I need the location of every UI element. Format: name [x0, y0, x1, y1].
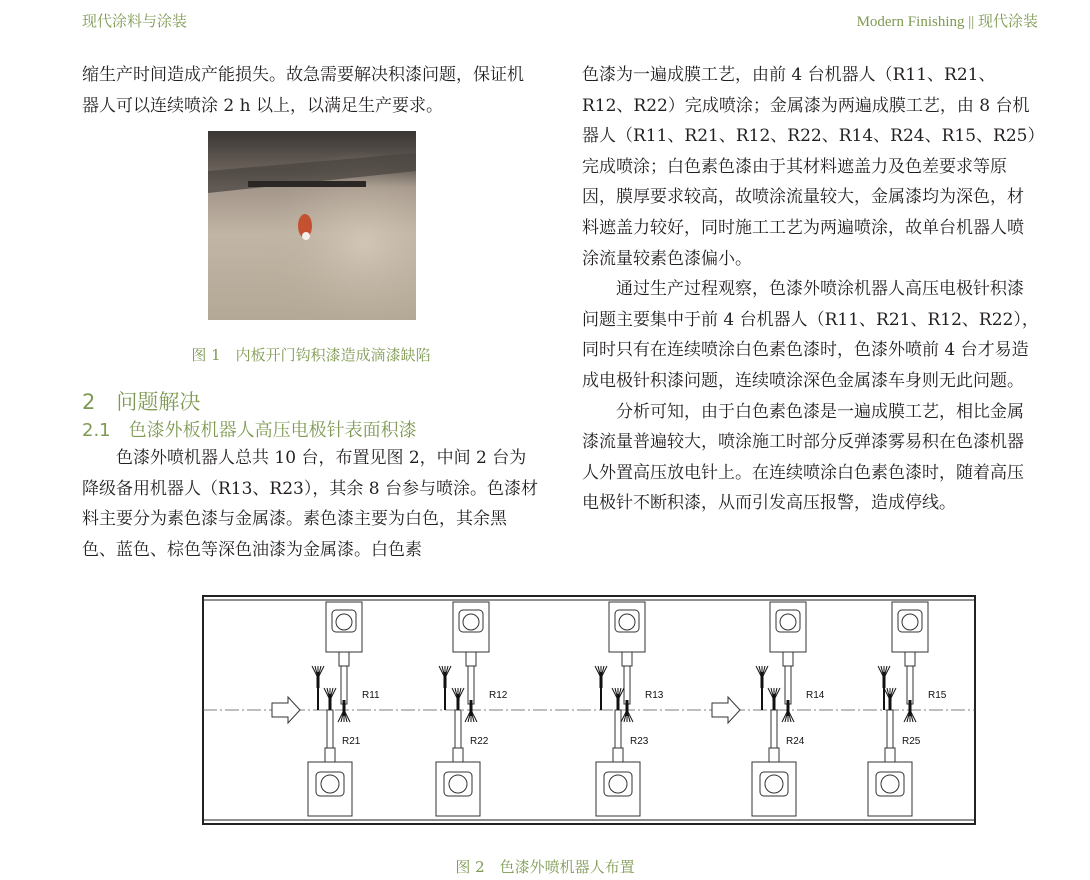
robot-label: R21: [342, 736, 361, 747]
robot-label: R23: [630, 736, 649, 747]
robot-r12: [439, 602, 508, 722]
paragraph: 通过生产过程观察，色漆外喷涂机器人高压电极针积漆问题主要集中于前 4 台机器人（R11、R21、R12、R22），同时只有在连续喷涂白色素色漆时，色漆外喷前 4 台才易造成电极针积漆问题，连续喷涂深色金属漆车身则无此问题。: [582, 279, 1039, 391]
paragraph: 色漆为一遍成膜工艺，由前 4 台机器人（R11、R21、R12、R22）完成喷涂；金属漆为两遍成膜工艺，由 8 台机器人（R11、R21、R12、R22、R14、R24、R15、R25）完成喷涂；白色素色漆由于其材料遮盖力及色差要求等原因，膜厚要求较高，故喷涂流量较大，金属漆均为深色，材料遮盖力较好，同时施工工艺为两遍喷涂，故单台机器人喷涂流量较素色漆偏小。: [582, 65, 1036, 269]
direction-arrow: [712, 697, 740, 723]
direction-arrow: [272, 697, 300, 723]
robot-label: R13: [645, 690, 664, 701]
robot-label: R24: [786, 736, 805, 747]
robot-r13: [595, 602, 664, 722]
robot-label: R25: [902, 736, 921, 747]
figure-2-caption: 图 2 色漆外喷机器人布置: [455, 858, 635, 876]
figure-1-caption: 图 1 内板开门钩积漆造成滴漆缺陷: [191, 346, 431, 364]
robot-r24: [752, 688, 805, 816]
robot-r21: [308, 688, 361, 816]
right-column: [582, 60, 1040, 519]
robot-r14: [756, 602, 825, 722]
robot-r25: [868, 688, 921, 816]
journal-title: 现代涂料与涂装: [82, 12, 188, 30]
subsection-heading: 2.1 色漆外板机器人高压电极针表面积漆: [82, 420, 417, 441]
left-column: [82, 60, 540, 121]
robot-label: R15: [928, 690, 947, 701]
robot-r23: [596, 688, 649, 816]
section-heading: 2 问题解决: [82, 390, 201, 414]
paragraph: 缩生产时间造成产能损失。故急需要解决积漆问题，保证机器人可以连续喷涂 2 h 以上，以满足生产要求。: [82, 65, 524, 116]
robot-r22: [436, 688, 489, 816]
left-column-body: [82, 443, 540, 565]
paragraph: 分析可知，由于白色素色漆是一遍成膜工艺，相比金属漆流量普遍较大，喷涂施工时部分反弹漆雾易积在色漆机器人外置高压放电针上。在连续喷涂白色素色漆时，随着高压电极针不断积漆，从而引发高压报警，造成停线。: [582, 401, 1024, 514]
figure-2-robot-layout: [200, 592, 978, 828]
paragraph: 色漆外喷机器人总共 10 台，布置见图 2，中间 2 台为降级备用机器人（R13、R23），其余 8 台参与喷涂。色漆材料主要分为素色漆与金属漆。素色漆主要为白色，其余黑色、蓝色、棕色等深色油漆为金属漆。白色素: [82, 448, 538, 560]
robot-label: R12: [489, 690, 508, 701]
figure-1-photo: [208, 131, 416, 320]
robot-r15: [878, 602, 947, 722]
journal-title-en: Modern Finishing || 现代涂装: [856, 14, 1038, 30]
robot-r11: [312, 602, 380, 722]
robot-label: R11: [362, 690, 380, 701]
robot-label: R14: [806, 690, 825, 701]
robot-label: R22: [470, 736, 489, 747]
